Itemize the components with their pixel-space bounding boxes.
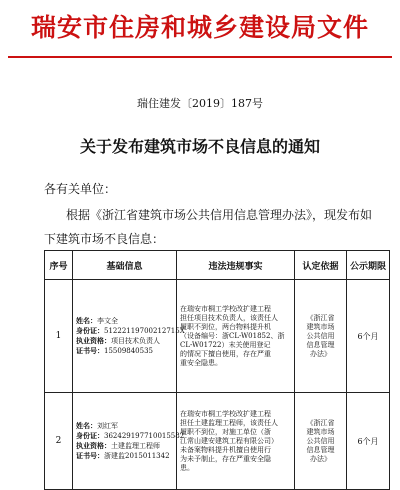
violation-facts-cell bbox=[177, 393, 295, 490]
id-label: 身份证： bbox=[76, 326, 104, 335]
row-number: 1 bbox=[45, 280, 73, 393]
fact-line: CL-W01722）末关使用登记 bbox=[180, 340, 271, 349]
basis-line: 《浙江省 bbox=[306, 418, 335, 427]
fact-line: 的情况下擅自使用，存在严重 bbox=[180, 349, 271, 358]
document-number: 瑞住建发〔2019〕187号 bbox=[137, 97, 263, 110]
header-cell-period: 公示期限 bbox=[347, 251, 390, 280]
role-label: 执业资格： bbox=[76, 441, 111, 450]
fact-line: 在瑞安市桐工学校改扩建工程 bbox=[180, 409, 271, 418]
notice-title: 关于发布建筑市场不良信息的通知 bbox=[79, 137, 320, 156]
letterhead-title: 瑞安市住房和城乡建设局文件 bbox=[30, 13, 369, 42]
fact-line: （设备编号：浙CL-W01852、浙 bbox=[180, 331, 285, 340]
header-cell-violation-facts: 违法违规事实 bbox=[177, 251, 295, 280]
certificate-label: 证书号： bbox=[76, 346, 104, 355]
header-cell-no: 序号 bbox=[45, 251, 73, 280]
basis-line: 信息管理 bbox=[306, 445, 335, 454]
body-line-2: 下建筑市场不良信息： bbox=[44, 232, 165, 246]
letterhead-red-rule bbox=[8, 56, 392, 58]
fact-line: 重安全隐患。 bbox=[180, 358, 222, 367]
basis-line: 公共信用 bbox=[306, 436, 335, 445]
basis-line: 公共信用 bbox=[306, 331, 335, 340]
certificate-label: 证书号： bbox=[76, 451, 104, 460]
id-number: 51222119700212715X bbox=[104, 327, 185, 335]
basis-line: 信息管理 bbox=[306, 340, 335, 349]
header-cell-basis: 认定依据 bbox=[295, 251, 347, 280]
basis-line: 办法》 bbox=[310, 349, 331, 358]
fact-line: 为未予制止，存在严重安全隐 bbox=[180, 454, 271, 463]
role-value: 土建监理工程师 bbox=[111, 442, 160, 450]
basic-info-cell bbox=[73, 393, 185, 490]
bad-records-table bbox=[44, 250, 390, 490]
name-label: 姓名： bbox=[76, 421, 97, 430]
id-number: 362429197710015582 bbox=[104, 432, 185, 440]
basis-cell bbox=[295, 280, 347, 393]
basic-info-cell bbox=[73, 280, 185, 393]
fact-line: 江常山建安建筑工程有限公司） bbox=[180, 436, 278, 445]
fact-line: 担任项目技术负责人，该责任人 bbox=[180, 313, 278, 322]
basis-line: 办法》 bbox=[310, 454, 331, 463]
table-row bbox=[45, 393, 390, 490]
person-name: 李文全 bbox=[97, 317, 118, 325]
name-label: 姓名： bbox=[76, 316, 97, 325]
fact-line: 在瑞安市桐工学校改扩建工程 bbox=[180, 304, 271, 313]
fact-line: 患。 bbox=[180, 463, 194, 472]
salutation: 各有关单位： bbox=[44, 182, 117, 196]
period-cell: 6个月 bbox=[347, 393, 390, 490]
body-paragraph bbox=[44, 203, 392, 251]
basis-line: 建筑市场 bbox=[306, 322, 335, 331]
role-label: 执业资格： bbox=[76, 336, 111, 345]
row-number: 2 bbox=[45, 393, 73, 490]
fact-line: 未备案物料提升机擅自使用行 bbox=[180, 445, 271, 454]
role-value: 项目技术负责人 bbox=[111, 337, 160, 345]
violation-facts-cell bbox=[177, 280, 295, 393]
certificate-value: 浙建监2015011342 bbox=[104, 452, 170, 460]
certificate-value: 15509840535 bbox=[104, 347, 153, 355]
period-cell: 6个月 bbox=[347, 280, 390, 393]
basis-line: 建筑市场 bbox=[306, 427, 335, 436]
fact-line: 履职不到位，两台物料提升机 bbox=[180, 322, 271, 331]
person-name: 刘红军 bbox=[97, 422, 118, 430]
table-header-row bbox=[45, 251, 390, 280]
table-row bbox=[45, 280, 390, 393]
id-label: 身份证： bbox=[76, 431, 104, 440]
header-cell-basic-info: 基础信息 bbox=[73, 251, 177, 280]
basis-cell bbox=[295, 393, 347, 490]
fact-line: 履职不到位，对施工单位（浙 bbox=[180, 427, 271, 436]
fact-line: 担任土建监理工程师，该责任人 bbox=[180, 418, 278, 427]
basis-line: 《浙江省 bbox=[306, 313, 335, 322]
body-line-1: 根据《浙江省建筑市场公共信用信息管理办法》，现发布如 bbox=[66, 208, 373, 222]
